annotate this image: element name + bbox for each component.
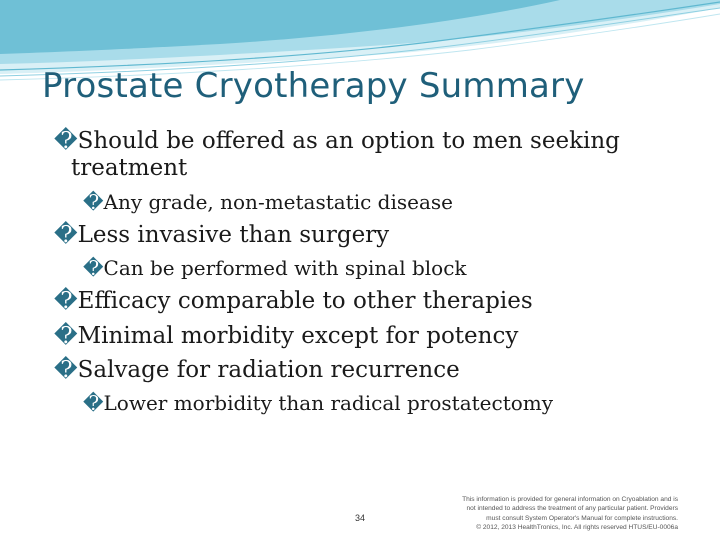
sub-bullet-marker-icon: �	[83, 256, 104, 280]
disclaimer-line: must consult System Operator's Manual for complete instructions.	[486, 514, 678, 522]
sub-bullet-1-1-text: Any grade, non-metastatic disease	[103, 190, 453, 214]
sub-bullet-marker-icon: �	[83, 190, 104, 214]
bullet-4	[54, 323, 518, 350]
sub-bullet-5-1-text: Lower morbidity than radical prostatectomy	[103, 391, 554, 415]
bullet-marker-icon: �	[54, 357, 78, 383]
sub-bullet-marker-icon: �	[83, 391, 104, 415]
sub-bullet-5-1	[83, 391, 553, 415]
bullet-marker-icon: �	[54, 222, 78, 248]
bullet-4-text: Minimal morbidity except for potency	[77, 323, 519, 349]
disclaimer-line: This information is provided for general information on Cryoablation and is	[462, 496, 678, 503]
bullet-5	[54, 357, 460, 384]
bullet-3-text: Efficacy comparable to other therapies	[77, 288, 533, 314]
disclaimer-line: not intended to address the treatment of any particular patient. Providers	[466, 505, 678, 513]
bullet-1-text: Should be offered as an option to men seeking	[77, 128, 620, 154]
slide-title: Prostate Cryotherapy Summary	[42, 66, 585, 106]
sub-bullet-2-1	[83, 256, 467, 280]
sub-bullet-2-1-text: Can be performed with spinal block	[103, 256, 467, 280]
sub-bullet-1-1	[83, 190, 453, 214]
bullet-2-text: Less invasive than surgery	[77, 222, 390, 248]
disclaimer-line: © 2012, 2013 HealthTronics, Inc. All rights reserved HTUS/EU-0006a	[476, 524, 678, 532]
footer-disclaimer	[412, 495, 678, 533]
page-number: 34	[355, 513, 366, 523]
bullet-5-text: Salvage for radiation recurrence	[77, 357, 460, 383]
bullet-2	[54, 222, 389, 249]
bullet-3	[54, 288, 533, 315]
bullet-1-text-continued: treatment	[71, 155, 188, 181]
bullet-marker-icon: �	[54, 288, 78, 314]
bullet-marker-icon: �	[54, 128, 78, 154]
bullet-1	[54, 128, 620, 182]
bullet-marker-icon: �	[54, 323, 78, 349]
